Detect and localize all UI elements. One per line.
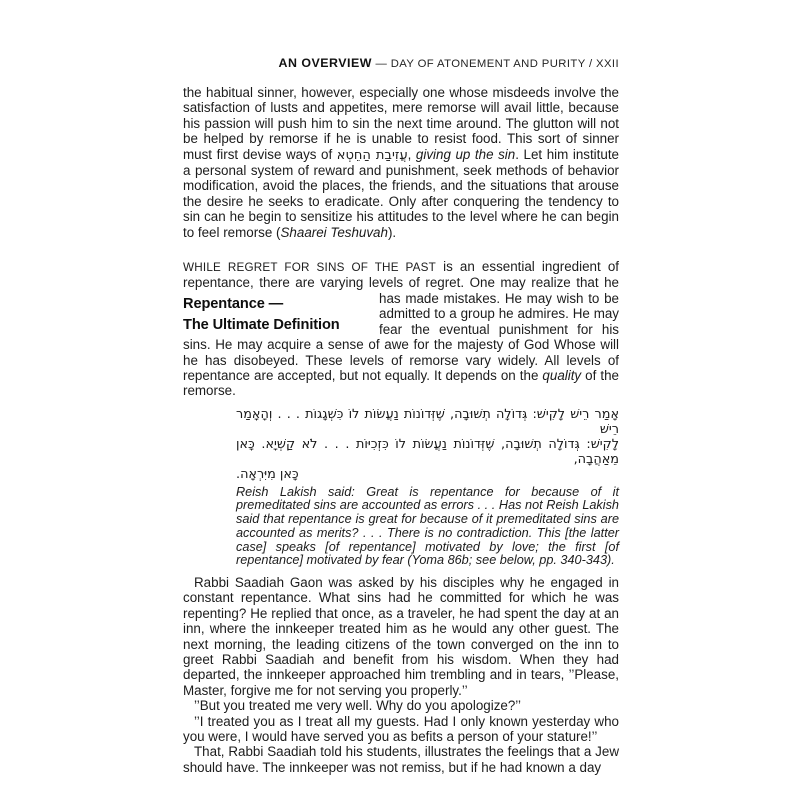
italic-phrase: giving up the sin	[415, 146, 516, 162]
body-paragraph-saadiah-story: Rabbi Saadiah Gaon was asked by his disciples why he engaged in constant repentance. What sins had he committed for which he was repenting? He replied that once, as a traveler, he had spent the day at an inn, where the innkeeper treated him as he would any other guest. The next morning, the leading citizens of the town converged on the inn to greet Rabbi Saadiah and benefit from his wisdom. When they had departed, the innkeeper approached him trembling and in tears, ’’Please, Master, forgive me for not serving you properly.’’	[183, 574, 619, 698]
body-paragraph-while-regret	[183, 259, 619, 399]
talmud-quote-block	[236, 407, 619, 568]
lead-in-caps: WHILE REGRET FOR SINS OF THE PAST	[183, 261, 436, 275]
source-citation: Shaarei Teshuvah	[280, 224, 388, 240]
quote-translation: Reish Lakish said: Great is repentance for because of it premeditated sins are accounted as errors . . . Has not Reish Lakish said that repentance is great for because of it premeditated sins are accounted as merits? . . . There is no contradiction. This [the latter case] speaks [of repentance] motivated by love; the first [of repentance] motivated by fear (Yoma 86b; see below, pp. 340-343).	[236, 484, 619, 568]
dialogue-paragraph-reply: ’’I treated you as I treat all my guests. Had I only known yesterday who you were, I would have served you as befits a person of your stature!’’	[183, 713, 619, 744]
text-column	[183, 85, 619, 775]
hebrew-quote-line: אָמַר רֵישׁ לָקִישׁ: גְּדוֹלָה תְשׁוּבָה, שֶׁזְּדוֹנוֹת נַעֲשׂוֹת לוֹ כִּשְׁגָגוֹת . . . וְהָאָמַר רֵישׁ	[236, 406, 619, 437]
body-paragraph-conclusion: That, Rabbi Saadiah told his students, illustrates the feelings that a Jew should have. The innkeeper was not remiss, but if he had known a day	[183, 744, 619, 775]
paragraph-text: of the remorse.	[183, 367, 619, 399]
section-heading-repentance	[183, 291, 379, 337]
paragraph-text: the habitual sinner, however, especially one whose misdeeds involve the satisfaction of lusts and appetites, mere remorse will avail little, because his passion will push him to sin the next time around. The glutton will not be helped by remorse if he is unable to resist food. This sort of sinner must first devise ways of	[183, 85, 619, 162]
paragraph-text: . Let him institute a personal system of reward and punishment, seek methods of behavior modification, avoid the places, the friends, and the situations that arouse the desire he seeks to eradicate. Only after conquering the tendency to sin can he begin to sensitize his attitudes to the level where he can begin to feel remorse (	[183, 146, 619, 240]
hebrew-quote	[236, 407, 619, 482]
running-header	[183, 56, 619, 70]
dialogue-paragraph-innkeeper: ’’But you treated me very well. Why do you apologize?’’	[194, 698, 522, 714]
header-section-label: AN OVERVIEW	[278, 56, 372, 70]
paragraph-text: ).	[387, 224, 397, 240]
header-chapter-label: — DAY OF ATONEMENT AND PURITY / XXII	[371, 58, 619, 70]
body-paragraph-habitual-sinner	[183, 85, 619, 240]
paragraph-text: ,	[407, 146, 416, 162]
paragraph-text: is an essential ingredient of repentance, there are varying levels of regret. One may realize that he has made	[183, 259, 619, 306]
hebrew-quote-line: כָּאן מִיִּרְאָה.	[236, 466, 299, 482]
italic-word: quality	[542, 367, 582, 383]
section-heading-line1: Repentance —	[183, 295, 284, 312]
paragraph-text: mistakes. He may wish to be admitted to a group he admires. He may fear the eventual punishment for his sins. He may acquire a sense of awe for the majesty of God Whose will he has disobeyed. These levels of remorse vary widely. All levels of repentance are accepted, but not equally. It depends on the	[183, 290, 619, 383]
hebrew-inline-phrase: עֲזִיבַת הַחֵטְא	[336, 147, 408, 163]
hebrew-quote-line: לָקִישׁ: גְּדוֹלָה תְשׁוּבָה, שֶׁזְּדוֹנוֹת נַעֲשׂוֹת לוֹ כִּזְכִיּוֹת . . . לֹא קַשְׁיָא. כָּאן מֵאַהֲבָה,	[236, 436, 619, 467]
section-heading-line2: The Ultimate Definition	[183, 317, 340, 334]
